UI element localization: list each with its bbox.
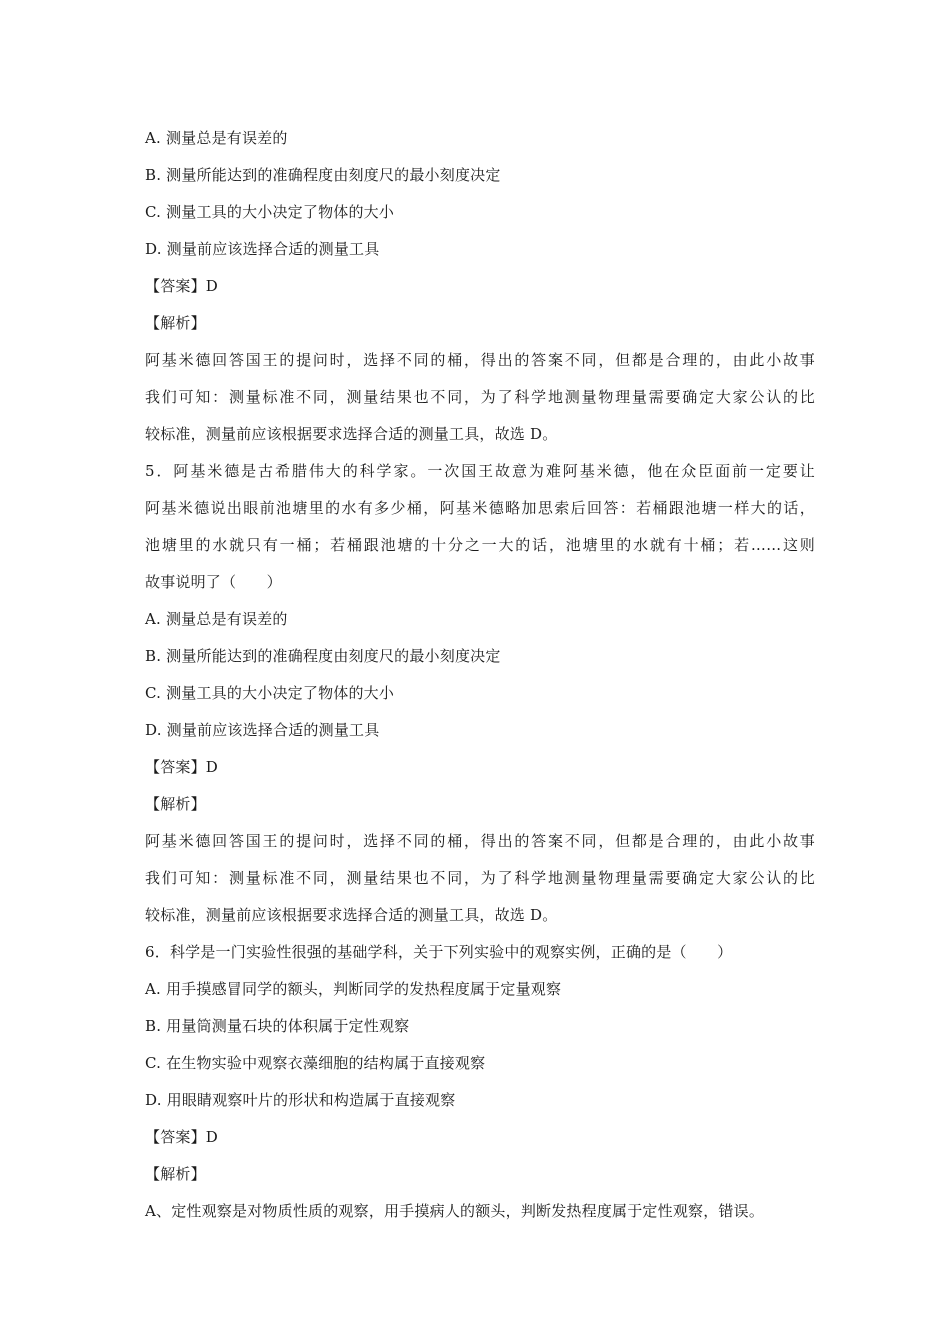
option-b: B. 用量筒测量石块的体积属于定性观察 <box>145 1017 410 1035</box>
stem-line: 阿基米德说出眼前池塘里的水有多少桶，阿基米德略加思索后回答：若桶跟池塘一样大的话， <box>145 499 815 517</box>
option-d: D. 测量前应该选择合适的测量工具 <box>145 240 380 258</box>
document-content <box>145 120 815 1230</box>
analysis-label: 【解析】 <box>145 795 206 813</box>
option-b: B. 测量所能达到的准确程度由刻度尺的最小刻度决定 <box>145 166 501 184</box>
analysis-line: 我们可知：测量标准不同，测量结果也不同，为了科学地测量物理量需要确定大家公认的比 <box>145 388 815 406</box>
analysis-paragraph <box>145 342 815 453</box>
analysis-paragraph <box>145 823 815 934</box>
analysis-line: 阿基米德回答国王的提问时，选择不同的桶，得出的答案不同，但都是合理的，由此小故事 <box>145 351 815 369</box>
option-c: C. 在生物实验中观察衣藻细胞的结构属于直接观察 <box>145 1054 486 1072</box>
analysis-line: 阿基米德回答国王的提问时，选择不同的桶，得出的答案不同，但都是合理的，由此小故事 <box>145 832 815 850</box>
analysis-label: 【解析】 <box>145 314 206 332</box>
stem-line: 故事说明了（ ） <box>145 573 282 591</box>
analysis-line: 我们可知：测量标准不同，测量结果也不同，为了科学地测量物理量需要确定大家公认的比 <box>145 869 815 887</box>
option-b: B. 测量所能达到的准确程度由刻度尺的最小刻度决定 <box>145 647 501 665</box>
analysis-line: 较标准，测量前应该根据要求选择合适的测量工具，故选 D。 <box>145 906 558 924</box>
question-6-stem: 6．科学是一门实验性很强的基础学科，关于下列实验中的观察实例，正确的是（ ） <box>145 943 733 961</box>
option-a: A. 用手摸感冒同学的额头，判断同学的发热程度属于定量观察 <box>145 980 562 998</box>
stem-line: 5．阿基米德是古希腊伟大的科学家。一次国王故意为难阿基米德，他在众臣面前一定要让 <box>145 462 815 480</box>
option-c: C. 测量工具的大小决定了物体的大小 <box>145 684 395 702</box>
stem-line: 池塘里的水就只有一桶；若桶跟池塘的十分之一大的话，池塘里的水就有十桶；若……这则 <box>145 536 815 554</box>
analysis-label: 【解析】 <box>145 1165 206 1183</box>
analysis-line: A、定性观察是对物质性质的观察，用手摸病人的额头，判断发热程度属于定性观察，错误。 <box>145 1202 765 1220</box>
option-d: D. 用眼睛观察叶片的形状和构造属于直接观察 <box>145 1091 456 1109</box>
answer-label: 【答案】D <box>145 1128 219 1146</box>
option-c: C. 测量工具的大小决定了物体的大小 <box>145 203 395 221</box>
answer-label: 【答案】D <box>145 277 219 295</box>
question-5-stem <box>145 453 815 601</box>
option-a: A. 测量总是有误差的 <box>145 610 288 628</box>
answer-label: 【答案】D <box>145 758 219 776</box>
option-a: A. 测量总是有误差的 <box>145 129 288 147</box>
option-d: D. 测量前应该选择合适的测量工具 <box>145 721 380 739</box>
analysis-line: 较标准，测量前应该根据要求选择合适的测量工具，故选 D。 <box>145 425 558 443</box>
